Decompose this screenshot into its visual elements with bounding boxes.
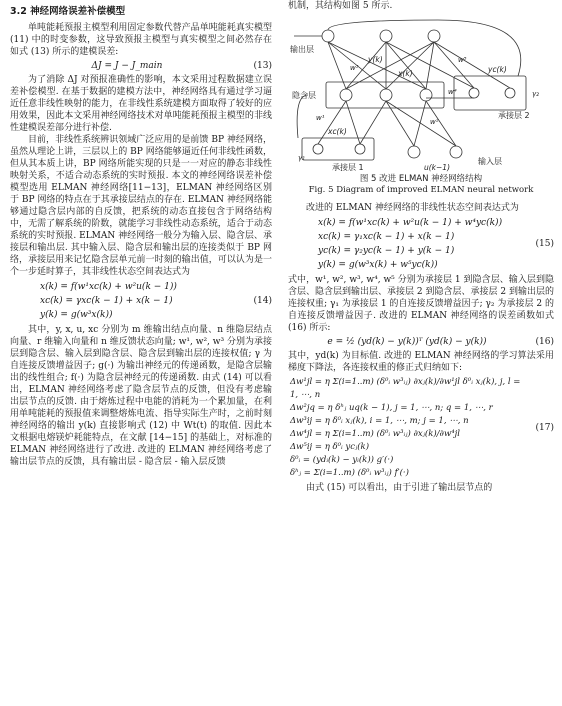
paragraph: 式中，w¹, w², w³, w⁴, w⁵ 分别为承接层 1 到隐含层、输入层到隐含层、隐含层到输出层、承接层 2 到隐含层、承接层 2 到输出层的连接权重; γ₁ 为承接层 1 的自连接反馈增益因子; γ₂ 为承接层 2 的自连接反馈增益因子. 改进的 ELMAN 神经网络的误差函数如式 (16) 所示: [288, 275, 554, 333]
equation-line: xc(k) = γ₁xc(k − 1) + x(k − 1) [318, 232, 455, 242]
paragraph: 为了消除 ΔJ 对预报准确性的影响，本文采用过程数据建立误差补偿模型. 在基于数据的建模方法中，神经网络具有通过学习逼近任意非线性映射的能力，在非线性系统建模方面取得了较好的应用效果，因此本文采用神经网络技术对单吨能耗预报主模型的非线性建模误差部分进行补偿. [10, 75, 272, 133]
section-title: 3.2 神经网络误差补偿模型 [10, 6, 126, 17]
label-context-1: 承接层 1 [332, 163, 364, 172]
paragraph: 改进的 ELMAN 神经网络的非线性状态空间表达式为 [306, 203, 519, 213]
equation-line: Δw³ij = η δ⁰ᵢ xⱼ(k), i = 1, ⋯, m; j = 1, ⋯, n [290, 416, 469, 426]
equation-line: x(k) = f(w¹xc(k) + w²u(k − 1)) [40, 282, 177, 292]
equation-line: δ⁰ᵢ = (ydᵢ(k) − yᵢ(k)) g′(·) [290, 455, 394, 465]
paragraph: 机制，其结构如图 5 所示. [288, 1, 393, 11]
label-uk: u(k−1) [424, 163, 451, 172]
label-w5: w⁵ [458, 56, 467, 64]
paragraph: 目前，非线性系统辨识领域广泛应用的是前馈 BP 神经网络，虽然从理论上讲，三层以上的 BP 网络能够逼近任何非线性函数，但从其本质上讲，BP 网络所能实现的只是一一对应的静态非线性映射关系，不适合动态系统的实时预报. 本文的神经网络误差补偿模型选用 ELMAN 神经网络[11−13]，ELMAN 神经网络区别于 BP 网络的特点在于其承接层结点的存在. ELMAN 神经网络能够通过隐含层内部的自反馈，把系统的动态直接包含于网络结构中，无需了解系统的阶数，就能学习非线性动态系统，适合于动态系统的实时预报. ELMAN 神经网络一般分为输入层、隐含层、承接层和输出层. 其中输入层、隐含层和输出层的连接类似于 BP 网络，承接层用来记忆隐含层单元前一时刻的输出值，可以认为是一个一步延时算子，其非线性状态空间表达式为 [10, 135, 272, 277]
right-column [288, 0, 554, 494]
label-w3: w³ [350, 64, 359, 72]
label-w2: w² [430, 118, 439, 126]
equation-line: y(k) = g(w³x(k)) [40, 310, 113, 320]
label-xck: xc(k) [328, 127, 347, 136]
equation-line: x(k) = f(w¹xc(k) + w²u(k − 1) + w⁴yc(k)) [318, 218, 503, 228]
equation-line: Δw⁵ij = η δ⁰ᵢ ycⱼ(k) [290, 442, 370, 452]
label-w4: w⁴ [448, 88, 457, 96]
equation-number: (17) [535, 423, 554, 433]
equation-line: yc(k) = γ₂yc(k − 1) + y(k − 1) [318, 246, 455, 256]
equation-body: ΔJ = J − J_main [91, 61, 163, 71]
equation-line: Δw²jq = η δʰⱼ uq(k − 1), j = 1, ⋯, n; q = 1, ⋯, r [290, 403, 493, 413]
equation-line: y(k) = g(w³x(k) + w⁵yc(k)) [318, 260, 438, 270]
equation-line: xc(k) = γxc(k − 1) + x(k − 1) [40, 296, 173, 306]
label-input: 输入层 [478, 157, 502, 166]
paragraph: 由式 (15) 可以看出，由于引进了输出层节点的 [306, 483, 493, 493]
equation-line: Δw¹jl = η Σ(i=1..m) (δ⁰ᵢ w³ᵢⱼ) ∂xⱼ(k)/∂w¹jl δ⁰ᵢ xⱼ(k), j, l = 1, ⋯, n [290, 377, 521, 400]
equation-body: e = ½ (yd(k) − y(k))ᵀ (yd(k) − y(k)) [327, 337, 487, 347]
label-w1: w¹ [316, 114, 325, 122]
label-yck: yc(k) [488, 65, 507, 74]
equation-line: Δw⁴jl = η Σ(i=1..m) (δ⁰ᵢ w³ᵢⱼ) ∂xⱼ(k)/∂w⁴jl [290, 429, 460, 439]
equation-number: (14) [253, 296, 272, 306]
figure-caption-cn: 图 5 改进 ELMAN 神经网络结构 [359, 174, 483, 184]
equation-number: (16) [535, 337, 554, 347]
figure-caption-en: Fig. 5 Diagram of improved ELMAN neural network [308, 185, 534, 195]
equation-16 [288, 334, 554, 350]
label-output: 输出层 [290, 45, 314, 54]
equation-15 [288, 214, 554, 274]
equation-14 [10, 278, 272, 324]
label-xk: x(k) [398, 69, 413, 78]
label-hidden: 隐含层 [292, 91, 316, 100]
left-column [10, 0, 272, 468]
equation-number: (13) [253, 61, 272, 71]
figure-5-diagram [288, 14, 554, 174]
paragraph: 其中，y, x, u, xc 分别为 m 维输出结点向量、n 维隐层结点向量、r 维输入向量和 n 维反馈状态向量; w¹, w², w³ 分别为承接层到隐含层、输入层到隐含层、隐含层到输出层的连接权值; γ 为自连接反馈增益因子; g(·) 为输出神经元的传递函数，是隐含层输出的线性组合; f(·) 为隐含层神经元的传递函数. 由式 (14) 可以看出，ELMAN 神经网络考虑了隐含层节点的反馈，但没有考虑输出层节点的反馈. 由于熔炼过程中电能的消耗为一个累加量，在利用单吨能耗的预报值来调整熔炼电流、指导实际生产时，之前时刻神经网络的输出 y(k) 直接影响式 (12) 中 Wt(t) 的取值. 因此本文根据电熔镁炉耗能特点，在文献 [14−15] 的基础上，对标准的 ELMAN 神经网络进行了改进. 改进的 ELMAN 神经网络考虑了输出层节点的反馈，具有输出层 - 隐含层 - 输入层反馈 [10, 325, 272, 467]
equation-number: (15) [535, 239, 554, 249]
label-context-2: 承接层 2 [498, 111, 530, 120]
label-gamma2: γ₂ [532, 90, 539, 98]
paragraph: 单吨能耗预报主模型利用固定参数代替产品单吨能耗真实模型 (11) 中的时变参数，这导致预报主模型与真实模型之间必然存在如式 (13) 所示的建模误差: [10, 23, 272, 57]
equation-13 [10, 58, 272, 74]
label-yk: y(k) [368, 55, 383, 64]
equation-line: δʰⱼ = Σ(i=1..m) (δ⁰ᵢ w³ᵢⱼ) f′(·) [290, 468, 409, 478]
equation-17 [288, 374, 554, 482]
label-gamma1: γ₁ [298, 154, 305, 162]
paragraph: 其中，yd(k) 为目标值. 改进的 ELMAN 神经网络的学习算法采用梯度下降法，各连接权重的修正式归纳如下: [288, 351, 554, 373]
